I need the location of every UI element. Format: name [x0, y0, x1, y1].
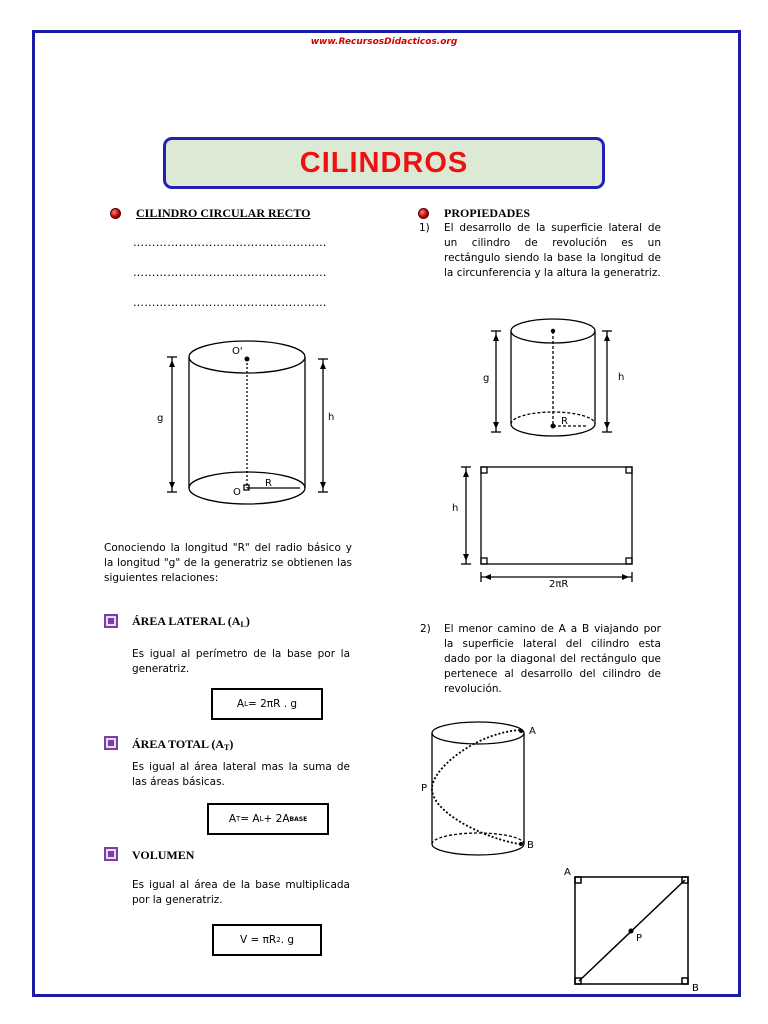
- label-a: A: [564, 867, 571, 878]
- intro-text: Conociendo la longitud "R" del radio básico y la longitud "g" de la generatriz se obtienen las siguientes relaciones:: [104, 542, 352, 584]
- text-area-total: Es igual al área lateral mas la suma de las áreas básicas.: [132, 761, 350, 788]
- label-o-prime: O': [232, 346, 243, 357]
- cylinder-path-figure: [432, 722, 524, 855]
- red-bullet-icon: [418, 208, 429, 219]
- label-o: O: [233, 487, 241, 498]
- label-h: h: [328, 412, 335, 423]
- label-r: R: [265, 478, 272, 489]
- formula-area-total: A T = A L + 2A BASE: [207, 803, 329, 835]
- text-volumen: Es igual al área de la base multiplicada por la generatriz.: [132, 879, 350, 906]
- label-h: h: [618, 372, 625, 383]
- dotted-line-2: ……………………………………………: [133, 266, 327, 279]
- label-a: A: [529, 726, 536, 737]
- label-b: B: [527, 840, 534, 851]
- heading-area-lateral: ÁREA LATERAL (AL): [132, 614, 250, 629]
- label-r: R: [561, 416, 568, 427]
- text-area-lateral: Es igual al perímetro de la base por la generatriz.: [132, 648, 350, 675]
- label-g: g: [157, 413, 164, 424]
- formula-volumen: V = πR 2 . g: [212, 924, 322, 956]
- heading-area-total: ÁREA TOTAL (AT): [132, 737, 234, 752]
- label-h: h: [452, 503, 459, 514]
- heading-volumen: VOLUMEN: [132, 848, 195, 862]
- label-p: P: [636, 933, 643, 944]
- dotted-line-1: ……………………………………………: [133, 236, 327, 249]
- site-url[interactable]: www.RecursosDidacticos.org: [310, 37, 458, 47]
- page-title: CILINDROS: [299, 146, 469, 179]
- prop1-number: 1): [419, 222, 430, 234]
- section-propiedades: PROPIEDADES: [444, 206, 531, 220]
- prop1-text: El desarrollo de la superficie lateral de un cilindro de revolución es un rectángulo siendo la base la longitud de la circunferencia y la altura la generatriz.: [444, 222, 661, 279]
- label-2pir: 2πR: [549, 579, 569, 590]
- label-p: P: [421, 783, 428, 794]
- square-bullet-icon: [104, 847, 118, 861]
- prop2-text: El menor camino de A a B viajando por la superficie lateral del cilindro esta dado por la diagonal del rectángulo que pertenece al desarrollo del cilindro de revolución.: [444, 623, 661, 695]
- cylinder-left-figure: [167, 341, 328, 504]
- prop2-number: 2): [420, 623, 431, 635]
- square-bullet-icon: [104, 736, 118, 750]
- formula-area-lateral: A L = 2πR . g: [211, 688, 323, 720]
- label-g: g: [483, 373, 490, 384]
- lateral-development-rectangle: [461, 467, 632, 582]
- square-bullet-icon: [104, 614, 118, 628]
- section-cilindro-circular-recto: CILINDRO CIRCULAR RECTO: [136, 206, 311, 220]
- cylinder-right-figure: [491, 319, 612, 436]
- dotted-line-3: ……………………………………………: [133, 296, 327, 309]
- label-b: B: [692, 983, 699, 994]
